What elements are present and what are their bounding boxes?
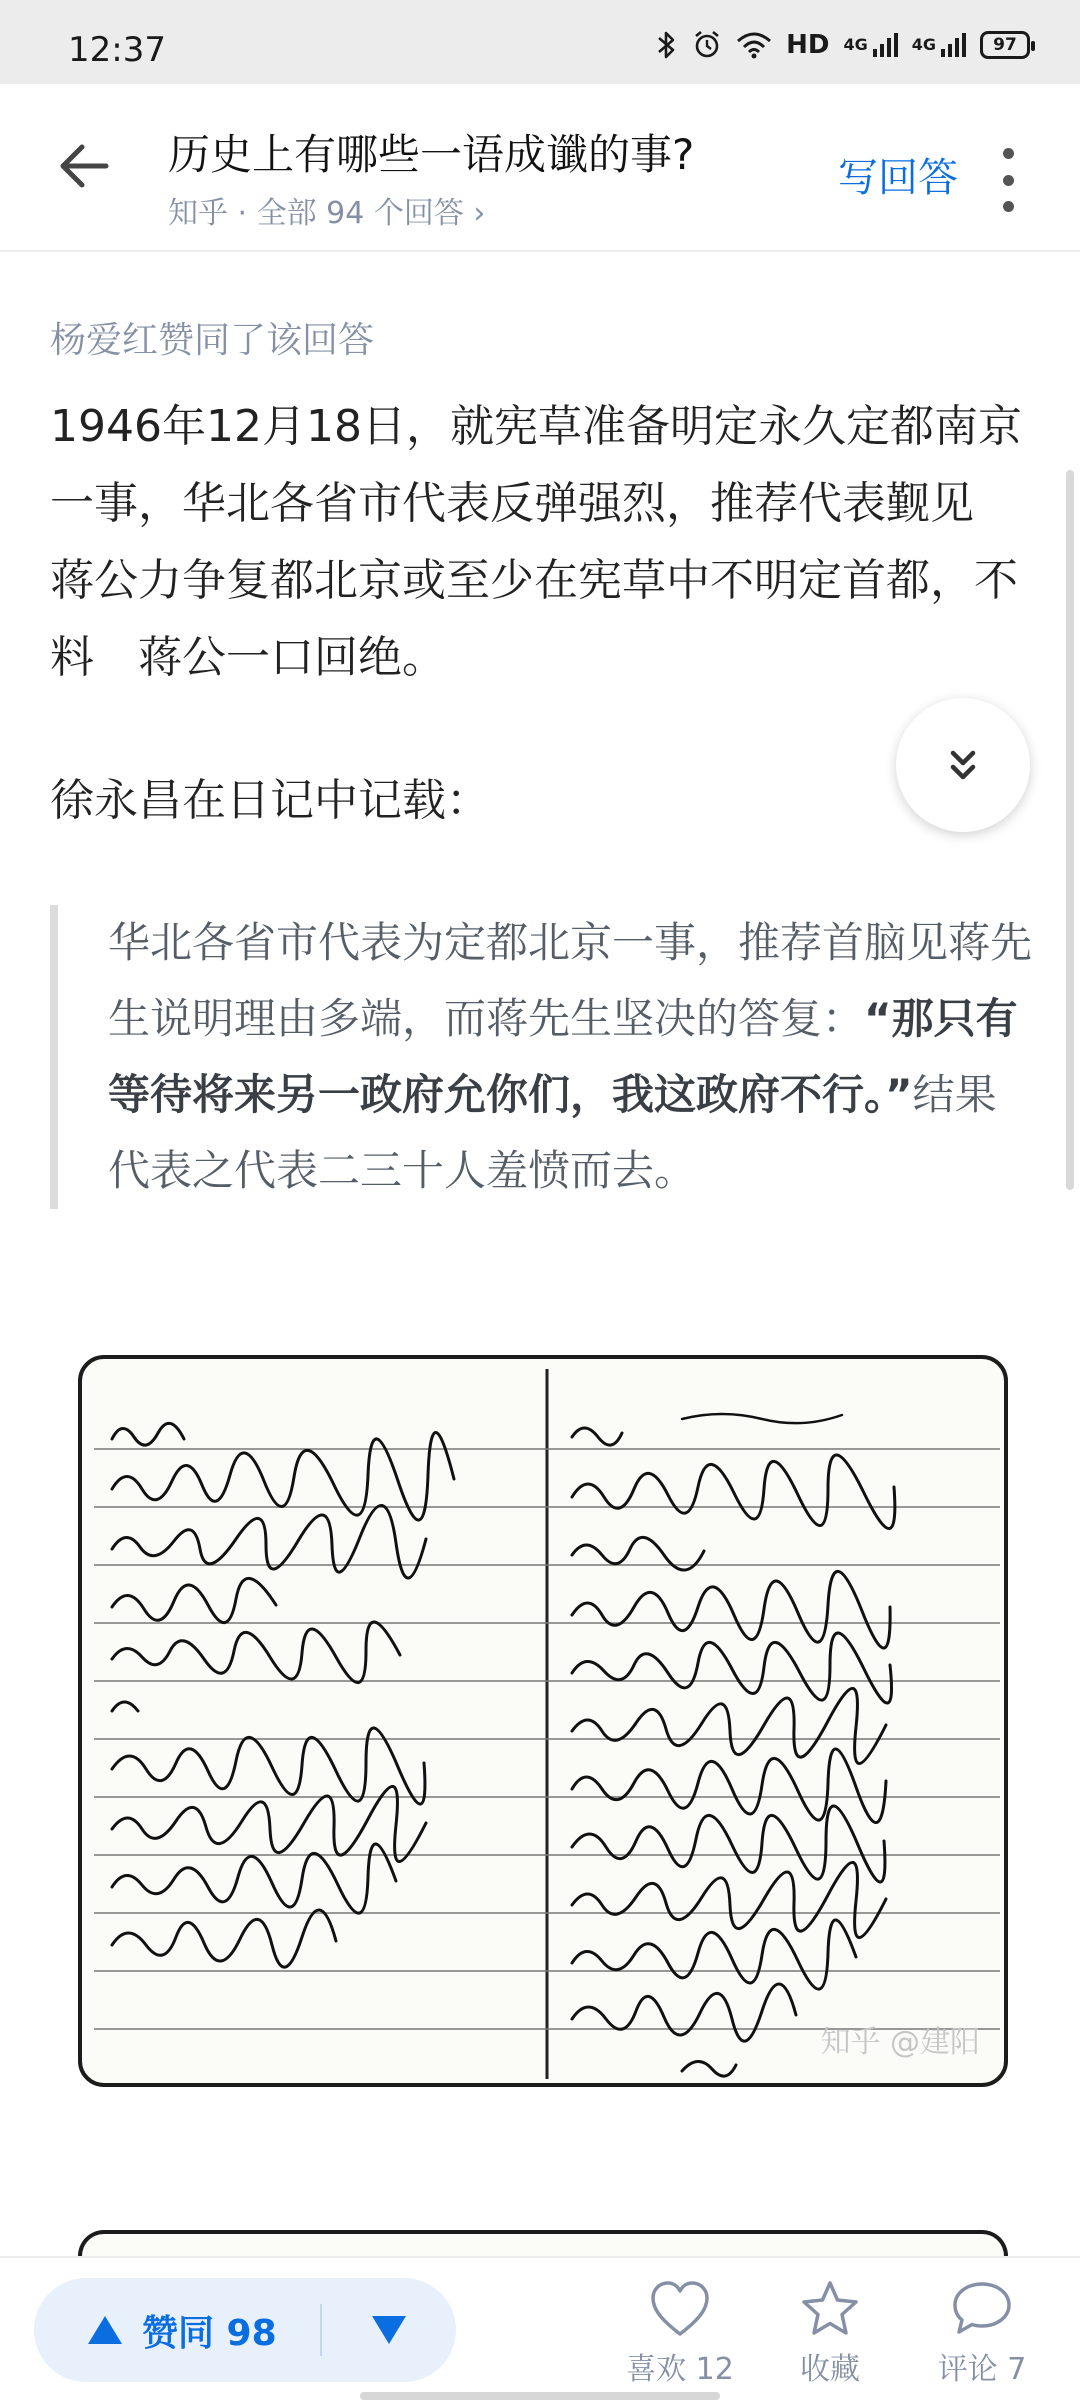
question-title[interactable]: 历史上有哪些一语成谶的事?: [168, 130, 695, 179]
signal-icon: [912, 32, 966, 58]
vote-down-button[interactable]: [322, 2278, 456, 2382]
bluetooth-icon: [656, 30, 678, 60]
vote-up-button[interactable]: [34, 2278, 320, 2382]
comment-icon: [951, 2280, 1013, 2338]
status-icons: [656, 30, 1030, 60]
collapse-button[interactable]: [896, 698, 1030, 832]
image-watermark: 知乎 @建阳: [820, 2025, 980, 2060]
signal-label: 4G: [843, 35, 868, 54]
heart-icon: [649, 2280, 711, 2338]
blockquote: [50, 905, 1035, 1209]
like-label: 喜欢 12: [626, 2352, 734, 2387]
liked-by-notice: 杨爱红赞同了该回答: [50, 320, 375, 361]
quote-text: 华北各省市代表为定都北京一事，推荐首脑见蒋先生说明理由多端，而蒋先生坚决的答复：: [108, 918, 1033, 1043]
answer-paragraph: 1946年12月18日，就宪草准备明定永久定都南京一事，华北各省市代表反弹强烈，推荐代表觐见 蒋公力争复都北京或至少在宪草中不明定首都，不料 蒋公一口回绝。: [50, 401, 1022, 683]
like-button[interactable]: [610, 2280, 750, 2388]
write-answer-button[interactable]: 写回答: [838, 155, 958, 201]
status-time: 12:37: [68, 30, 166, 70]
chevron-double-down-icon: [943, 745, 983, 785]
triangle-up-icon: [86, 2314, 124, 2346]
signal-label: 4G: [911, 35, 936, 54]
wifi-icon: [736, 31, 772, 59]
back-button[interactable]: [52, 134, 116, 198]
favorite-label: 收藏: [800, 2352, 860, 2387]
quote-text: 结果代表之代表二三十人羞愤而去。: [108, 1070, 997, 1195]
battery-icon: 97: [980, 31, 1030, 59]
favorite-button[interactable]: [760, 2280, 900, 2388]
alarm-icon: [692, 30, 722, 60]
more-vertical-icon[interactable]: [990, 148, 1026, 212]
handwriting-illustration: [82, 1359, 1008, 2087]
vote-pill: [34, 2278, 456, 2382]
signal-icon: [843, 32, 897, 58]
hd-icon: HD: [786, 30, 830, 60]
answer-paragraph: 徐永昌在日记中记载：: [50, 775, 490, 826]
status-bar: [0, 0, 1080, 84]
comment-label: 评论 7: [937, 2352, 1027, 2387]
question-subtitle[interactable]: 知乎 · 全部 94 个回答 ›: [168, 196, 486, 231]
home-indicator[interactable]: [360, 2392, 720, 2400]
scrollbar[interactable]: [1066, 470, 1074, 1190]
star-icon: [799, 2280, 861, 2338]
quote-bold-text: “那只有等待将来另一政府允你们，我这政府不行。”: [108, 994, 1018, 1119]
question-header: [0, 84, 1080, 252]
diary-image[interactable]: [78, 1355, 1008, 2087]
arrow-left-icon: [52, 134, 116, 198]
triangle-down-icon: [370, 2314, 408, 2346]
comment-button[interactable]: [912, 2280, 1052, 2388]
bottom-action-bar: [0, 2256, 1080, 2400]
vote-up-label: 赞同 98: [142, 2312, 277, 2354]
